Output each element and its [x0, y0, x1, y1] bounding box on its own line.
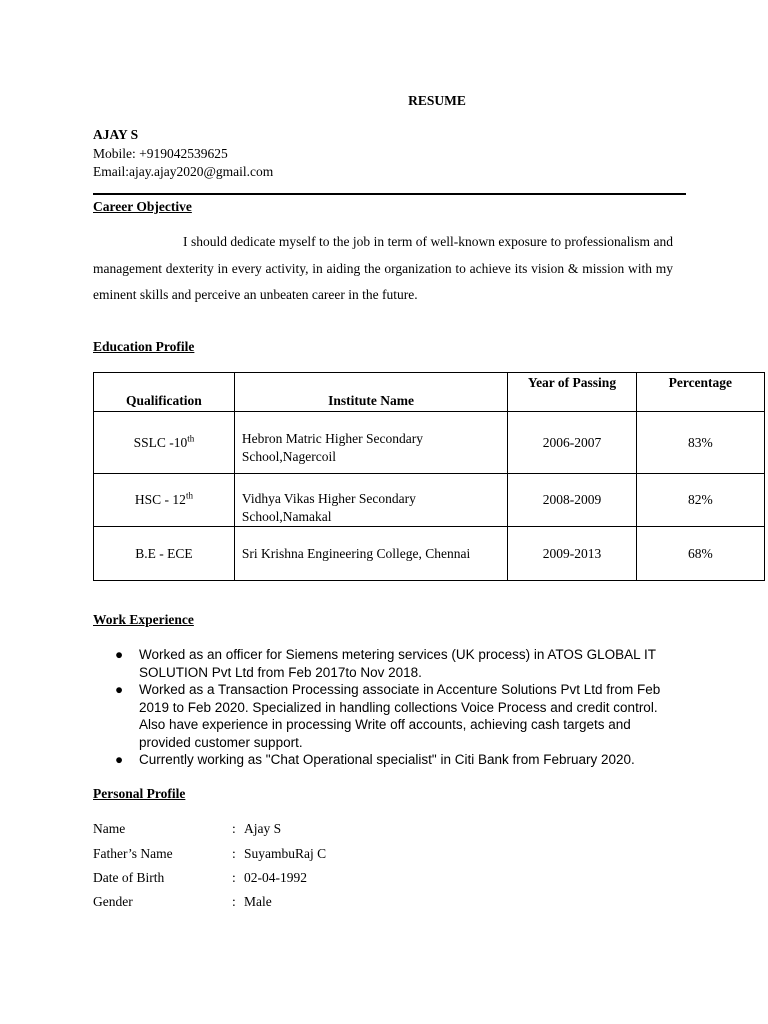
year-cell: 2008-2009 [508, 474, 636, 527]
field-separator: : [232, 894, 236, 909]
bullet-icon: ● [115, 647, 124, 662]
qualification-cell [94, 527, 235, 581]
document-title: RESUME [408, 93, 466, 108]
list-item [93, 751, 683, 769]
institute-cell: Vidhya Vikas Higher Secondary School,Namakal [234, 474, 507, 527]
qualification-cell [94, 474, 235, 527]
bullet-icon: ● [115, 752, 124, 767]
education-profile-heading: Education Profile [93, 339, 195, 354]
header-divider [93, 193, 686, 195]
qualification-cell [94, 412, 235, 474]
work-experience-list [93, 646, 683, 769]
percentage-cell: 83% [636, 412, 764, 474]
career-objective-heading: Career Objective [93, 199, 192, 214]
column-header-institute: Institute Name [234, 373, 507, 412]
column-header-percentage: Percentage [636, 373, 764, 412]
field-value: SuyambuRaj C [244, 846, 327, 861]
field-value: 02-04-1992 [244, 870, 307, 885]
field-value: Male [244, 894, 272, 909]
field-label: Gender [93, 894, 133, 909]
mobile-number: Mobile: +919042539625 [93, 146, 228, 161]
field-label: Date of Birth [93, 870, 165, 885]
education-table [93, 372, 765, 581]
qualification-text: SSLC -10 [133, 434, 188, 450]
career-objective-text [93, 229, 673, 309]
table-row [94, 527, 765, 581]
work-experience-item: Worked as an officer for Siemens metering services (UK process) in ATOS GLOBAL IT SOLUTION Pvt Ltd from Feb 2017to Nov 2018. [139, 647, 656, 680]
year-cell: 2009-2013 [508, 527, 636, 581]
work-experience-item: Currently working as "Chat Operational specialist" in Citi Bank from February 2020. [139, 752, 635, 767]
email-address: Email:ajay.ajay2020@gmail.com [93, 164, 274, 179]
percentage-cell: 68% [636, 527, 764, 581]
year-cell: 2006-2007 [508, 412, 636, 474]
bullet-icon: ● [115, 682, 124, 697]
field-value: Ajay S [244, 821, 282, 836]
work-experience-heading: Work Experience [93, 612, 194, 627]
field-label: Father’s Name [93, 846, 173, 861]
table-row [94, 474, 765, 527]
list-item [93, 681, 683, 751]
qualification-superscript: th [185, 490, 193, 501]
personal-profile-heading: Personal Profile [93, 786, 186, 801]
list-item [93, 646, 683, 681]
field-separator: : [232, 821, 236, 836]
work-experience-item: Worked as a Transaction Processing associate in Accenture Solutions Pvt Ltd from Feb 2019 to Feb 2020. Specialized in handling collections Voice Process and credit control. Also have experience in processing Write off accounts, achieving cash targets and provided customer support. [139, 682, 661, 750]
table-row [94, 412, 765, 474]
institute-cell: Sri Krishna Engineering College, Chennai [234, 527, 507, 581]
field-label: Name [93, 821, 126, 836]
field-separator: : [232, 870, 236, 885]
column-header-year: Year of Passing [508, 373, 636, 412]
column-header-qualification: Qualification [94, 373, 235, 412]
qualification-superscript: th [187, 433, 195, 443]
field-separator: : [232, 846, 236, 861]
education-table-header [94, 373, 765, 412]
candidate-name: AJAY S [93, 127, 139, 142]
qualification-text: HSC - 12 [134, 492, 186, 507]
institute-cell: Hebron Matric Higher Secondary School,Nagercoil [234, 412, 507, 474]
career-objective-body: I should dedicate myself to the job in term of well-known exposure to professionalism and management dexterity in every activity, in aiding the organization to achieve its vision & mission with my eminent skills and perceive an unbeaten career in the future. [93, 234, 673, 302]
qualification-text: B.E - ECE [135, 545, 193, 561]
percentage-cell: 82% [636, 474, 764, 527]
